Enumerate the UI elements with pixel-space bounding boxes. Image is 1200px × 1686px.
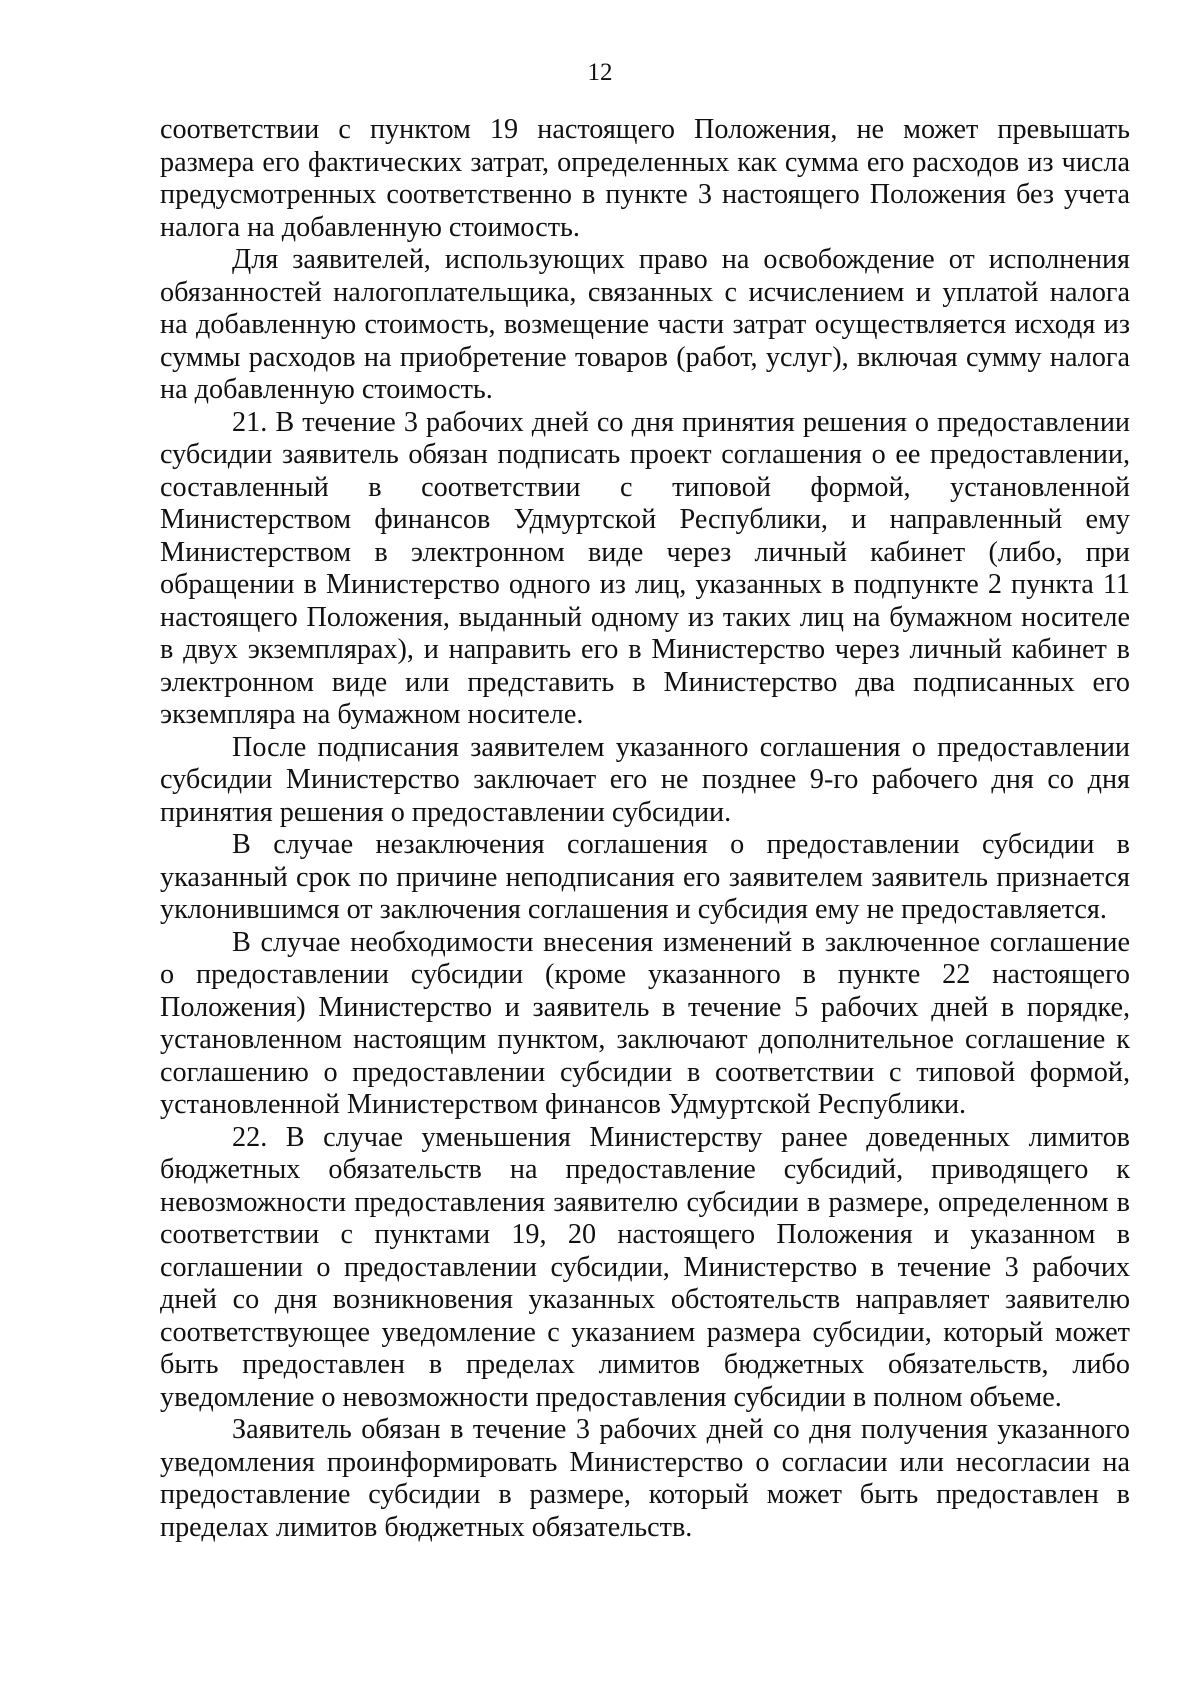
paragraph-continuation: соответствии с пунктом 19 настоящего Положения, не может превышать размера его фактических затрат, определенных как сумма его расходов из числа предусмотренных соответственно в пункте 3 настоящего Положения без учета налога на добавленную стоимость. <box>160 114 1130 243</box>
paragraph-clause-21: 21. В течение 3 рабочих дней со дня принятия решения о предоставлении субсидии заявитель обязан подписать проект соглашения о ее предоставлении, составленный в соответствии с типовой формой, установленной Министерством финансов Удмуртской Республики, и направленный ему Министерством в электронном виде через личный кабинет (либо, при обращении в Министерство одного из лиц, указанных в подпункте 2 пункта 11 настоящего Положения, выданный одному из таких лиц на бумажном носителе в двух экземплярах), и направить его в Министерство через личный кабинет в электронном виде или представить в Министерство два подписанных его экземпляра на бумажном носителе. <box>160 406 1130 730</box>
document-body <box>160 114 1130 1544</box>
paragraph-agreement-signing: После подписания заявителем указанного соглашения о предоставлении субсидии Министерство заключает его не позднее 9-го рабочего дня со дня принятия решения о предоставлении субсидии. <box>160 731 1130 828</box>
paragraph-non-conclusion: В случае незаключения соглашения о предоставлении субсидии в указанный срок по причине неподписания его заявителем заявитель признается уклонившимся от заключения соглашения и субсидия ему не предоставляется. <box>160 829 1130 925</box>
paragraph-clause-22: 22. В случае уменьшения Министерству ранее доведенных лимитов бюджетных обязательств на предоставление субсидий, приводящего к невозможности предоставления заявителю субсидии в размере, определенном в соответствии с пунктами 19, 20 настоящего Положения и указанном в соглашении о предоставлении субсидии, Министерство в течение 3 рабочих дней со дня возникновения указанных обстоятельств направляет заявителю соответствующее уведомление с указанием размера субсидии, который может быть предоставлен в пределах лимитов бюджетных обязательств, либо уведомление о невозможности предоставления субсидии в полном объеме. <box>160 1121 1130 1413</box>
paragraph-amendments: В случае необходимости внесения изменений в заключенное соглашение о предоставлении субсидии (кроме указанного в пункте 22 настоящего Положения) Министерство и заявитель в течение 5 рабочих дней в порядке, установленном настоящим пунктом, заключают дополнительное соглашение к соглашению о предоставлении субсидии в соответствии с типовой формой, установленной Министерством финансов Удмуртской Республики. <box>160 926 1130 1120</box>
paragraph-applicant-notification: Заявитель обязан в течение 3 рабочих дней со дня получения указанного уведомления проинформировать Министерство о согласии или несогласии на предоставление субсидии в размере, который может быть предоставлен в пределах лимитов бюджетных обязательств. <box>160 1414 1130 1543</box>
paragraph-vat-exemption: Для заявителей, использующих право на освобождение от исполнения обязанностей налогоплательщика, связанных с исчислением и уплатой налога на добавленную стоимость, возмещение части затрат осуществляется исходя из суммы расходов на приобретение товаров (работ, услуг), включая сумму налога на добавленную стоимость. <box>160 244 1130 405</box>
page-number: 12 <box>587 59 613 86</box>
